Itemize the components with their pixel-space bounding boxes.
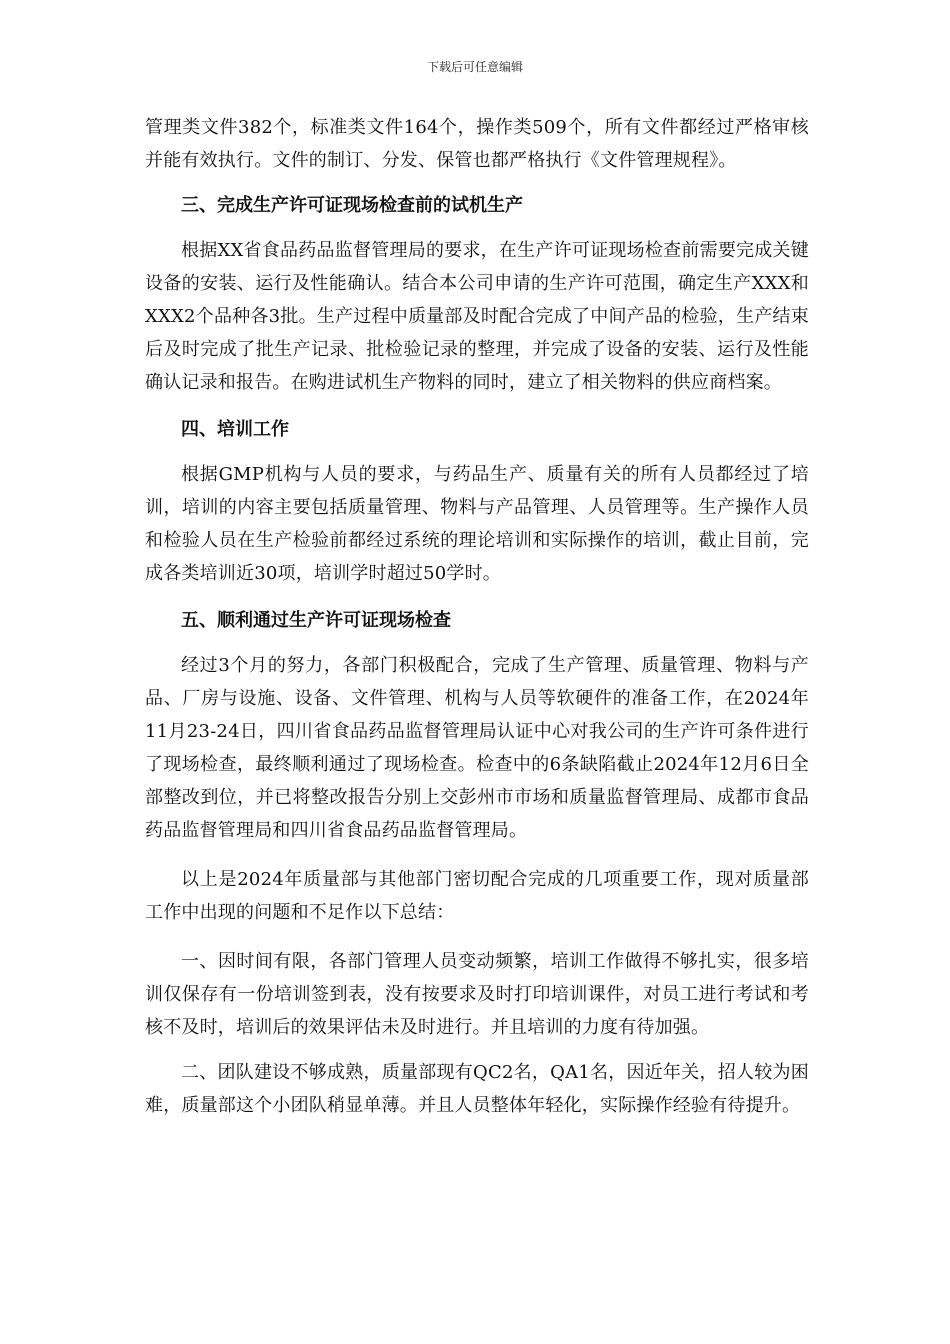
section-heading-training: 四、培训工作 xyxy=(181,419,289,440)
page-header-note: 下载后可任意编辑 xyxy=(426,60,523,74)
paragraph-summary-intro: 以上是2024年质量部与其他部门密切配合完成的几项重要工作，现对质量部工作中出现的问题和不足作以下总结： xyxy=(145,869,809,923)
paragraph-issue-team: 二、团队建设不够成熟，质量部现有QC2名，QA1名，因近年关，招人较为困难，质量部这个小团队稍显单薄。并且人员整体年轻化，实际操作经验有待提升。 xyxy=(145,1062,809,1116)
paragraph-trial-production: 根据XX省食品药品监督管理局的要求，在生产许可证现场检查前需要完成关键设备的安装、运行及性能确认。结合本公司申请的生产许可范围，确定生产XXX和XXX2个品种各3批。生产过程中质量部及时配合完成了中间产品的检验，生产结束后及时完成了批生产记录、批检验记录的整理，并完成了设备的安装、运行及性能确认记录和报告。在购进试机生产物料的同时，建立了相关物料的供应商档案。 xyxy=(145,240,809,393)
paragraph-inspection: 经过3个月的努力，各部门积极配合，完成了生产管理、质量管理、物料与产品、厂房与设施、设备、文件管理、机构与人员等软硬件的准备工作，在2024年11月23-24日，四川省食品药品监督管理局认证中心对我公司的生产许可条件进行了现场检查，最终顺利通过了现场检查。检查中的6条缺陷截止2024年12月6日全部整改到位，并已将整改报告分别上交彭州市市场和质量监督管理局、成都市食品药品监督管理局和四川省食品药品监督管理局。 xyxy=(145,655,809,841)
paragraph-document-stats: 管理类文件382个，标准类文件164个，操作类509个，所有文件都经过严格审核并能有效执行。文件的制订、分发、保管也都严格执行《文件管理规程》。 xyxy=(145,117,809,171)
paragraph-training: 根据GMP机构与人员的要求，与药品生产、质量有关的所有人员都经过了培训，培训的内容主要包括质量管理、物料与产品管理、人员管理等。生产操作人员和检验人员在生产检验前都经过系统的理论培训和实际操作的培训，截止目前，完成各类培训近30项，培训学时超过50学时。 xyxy=(145,464,809,584)
section-heading-inspection: 五、顺利通过生产许可证现场检查 xyxy=(181,610,451,631)
document-body xyxy=(145,111,809,1122)
paragraph-issue-training: 一、因时间有限，各部门管理人员变动频繁，培训工作做得不够扎实，很多培训仅保存有一份培训签到表，没有按要求及时打印培训课件，对员工进行考试和考核不及时，培训后的效果评估未及时进行。并且培训的力度有待加强。 xyxy=(145,951,809,1038)
section-heading-trial-production: 三、完成生产许可证现场检查前的试机生产 xyxy=(181,195,523,216)
